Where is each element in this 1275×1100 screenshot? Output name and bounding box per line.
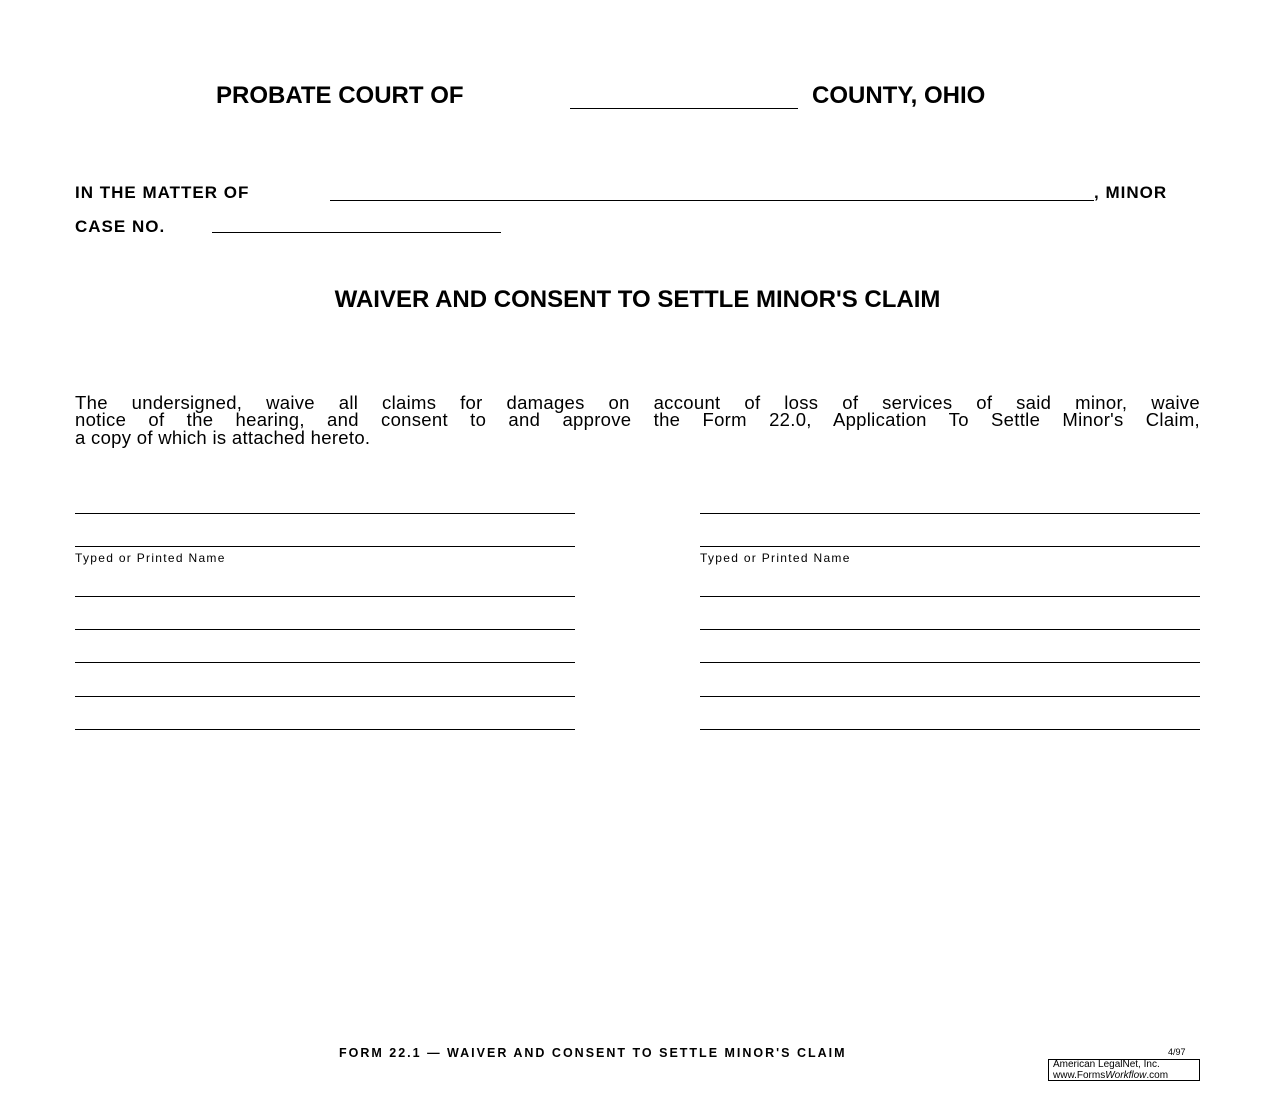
printed-name-line-left[interactable] [75,546,575,547]
publisher-url [1053,1071,1199,1082]
signature-line-left[interactable] [75,513,575,514]
address-line-left[interactable] [75,629,575,630]
minor-label: , MINOR [1094,183,1168,202]
publisher-url-prefix: www.Forms [1053,1069,1106,1081]
address-line-right[interactable] [700,729,1200,730]
footer-form-title: FORM 22.1 — WAIVER AND CONSENT TO SETTLE MINOR'S CLAIM [339,1046,847,1060]
address-line-right[interactable] [700,596,1200,597]
publisher-url-tld: .com [1146,1069,1169,1081]
printed-name-label-left: Typed or Printed Name [75,551,226,565]
matter-label: IN THE MATTER OF [75,183,250,202]
address-line-left[interactable] [75,662,575,663]
revision-date: 4/97 [1168,1047,1186,1057]
publisher-stamp [1048,1059,1200,1081]
publisher-name: American LegalNet, Inc. [1053,1059,1160,1070]
publisher-url-italic: Workflow [1105,1069,1147,1081]
address-line-right[interactable] [700,629,1200,630]
county-field[interactable] [570,108,798,109]
address-line-left[interactable] [75,696,575,697]
body-line: The undersigned, waive all claims for damages on account of loss of services of said minor, waive [75,392,1200,413]
signature-line-right[interactable] [700,513,1200,514]
case-number-field[interactable] [212,232,501,233]
printed-name-label-right: Typed or Printed Name [700,551,851,565]
minor-name-field[interactable] [330,200,1094,201]
body-line: notice of the hearing, and consent to and approve the Form 22.0, Application To Settle Minor's Claim, [75,409,1200,430]
printed-name-line-right[interactable] [700,546,1200,547]
address-line-left[interactable] [75,729,575,730]
document-title: WAIVER AND CONSENT TO SETTLE MINOR'S CLAIM [334,286,941,313]
address-line-right[interactable] [700,696,1200,697]
court-suffix: COUNTY, OHIO [812,82,986,109]
court-prefix: PROBATE COURT OF [216,82,464,109]
case-label: CASE NO. [75,217,166,236]
address-line-left[interactable] [75,596,575,597]
body-line: a copy of which is attached hereto. [75,427,371,448]
address-line-right[interactable] [700,662,1200,663]
